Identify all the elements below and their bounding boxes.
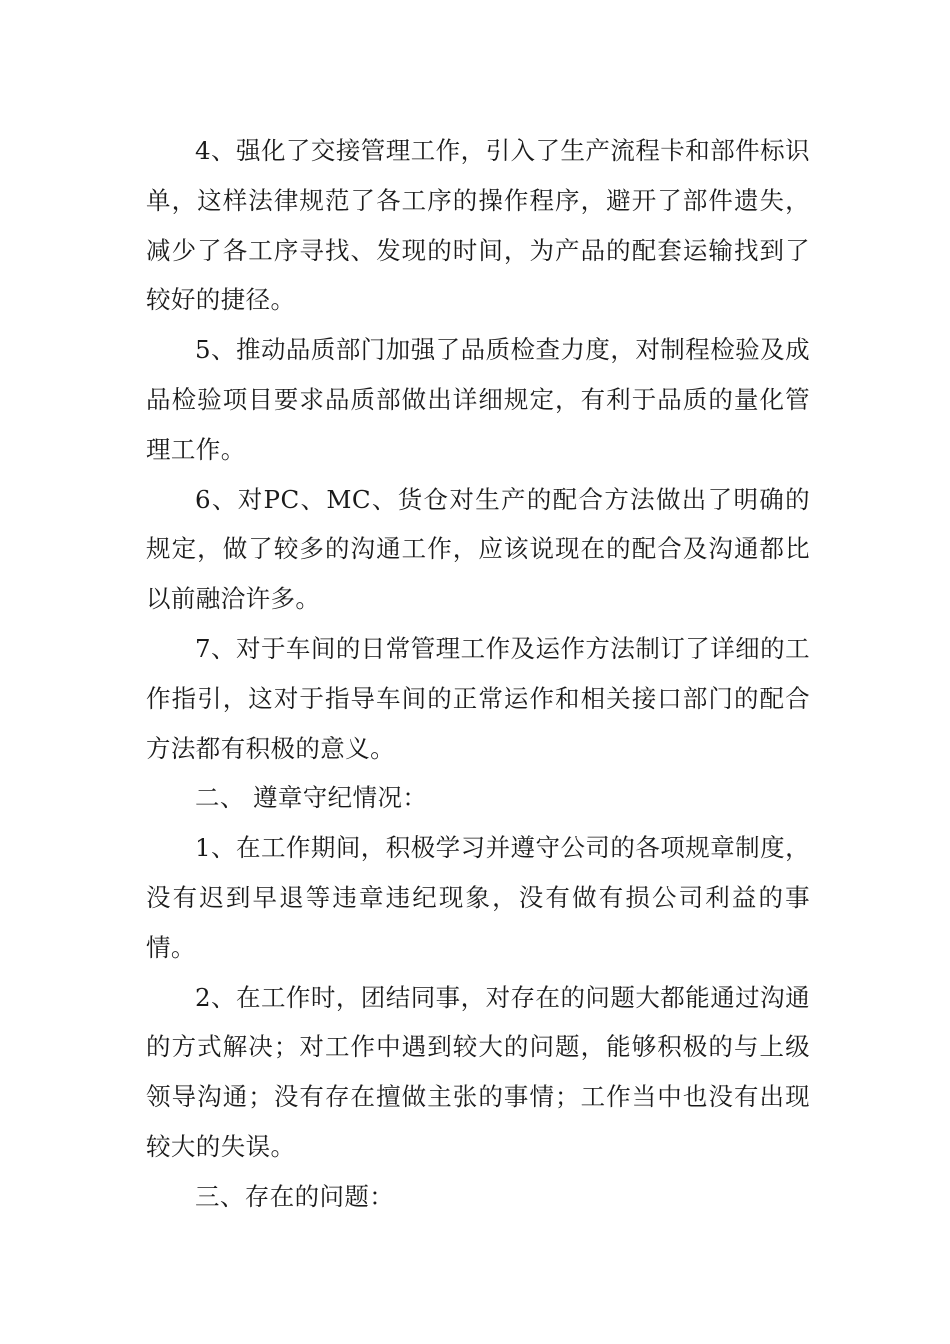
paragraph-item-6: 6、对PC、MC、货仓对生产的配合方法做出了明确的规定，做了较多的沟通工作，应该说现在的配合及沟通都比以前融洽许多。 xyxy=(146,484,810,614)
paragraph-item-4: 4、强化了交接管理工作，引入了生产流程卡和部件标识单，这样法律规范了各工序的操作程序，避开了部件遗失，减少了各工序寻找、发现的时间，为产品的配套运输找到了较好的捷径。 xyxy=(146,136,810,315)
paragraph-discipline-1: 1、在工作期间，积极学习并遵守公司的各项规章制度，没有迟到早退等违章违纪现象，没有做有损公司利益的事情。 xyxy=(146,833,810,962)
paragraph-item-7: 7、对于车间的日常管理工作及运作方法制订了详细的工作指引，这对于指导车间的正常运作和相关接口部门的配合方法都有积极的意义。 xyxy=(146,633,810,763)
section-heading-problems: 三、存在的问题： xyxy=(195,1181,395,1211)
paragraph-discipline-2: 2、在工作时，团结同事，对存在的问题大都能通过沟通的方式解决；对工作中遇到较大的问题，能够积极的与上级领导沟通；没有存在擅做主张的事情；工作当中也没有出现较大的失误。 xyxy=(146,982,810,1161)
document-body xyxy=(146,126,810,1222)
paragraph-item-5: 5、推动品质部门加强了品质检查力度，对制程检验及成品检验项目要求品质部做出详细规定，有利于品质的量化管理工作。 xyxy=(146,335,810,464)
section-heading-discipline: 二、 遵章守纪情况： xyxy=(195,783,428,813)
